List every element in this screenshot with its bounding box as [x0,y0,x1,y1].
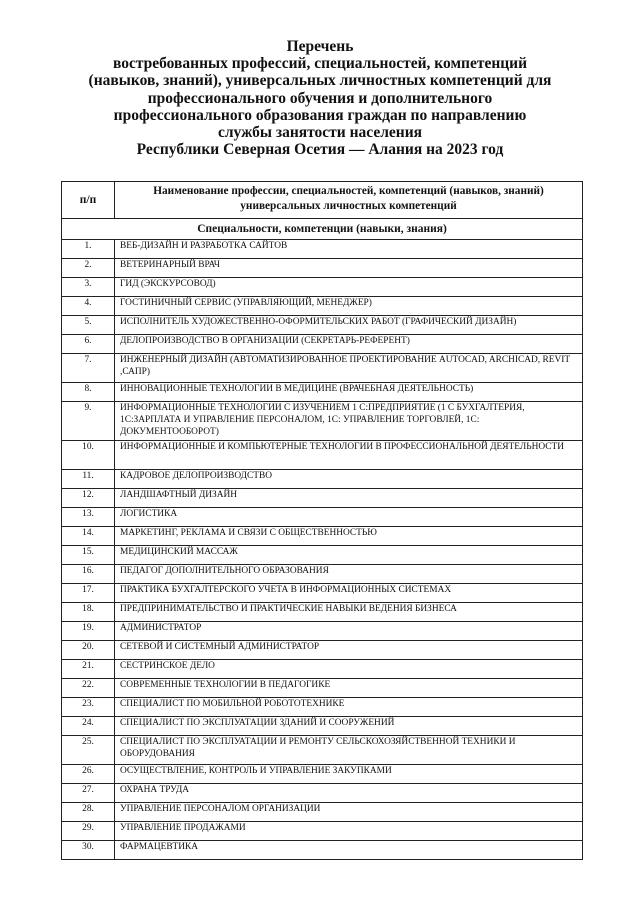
row-number: 8. [62,383,115,402]
row-number: 30. [62,841,115,860]
row-number: 28. [62,803,115,822]
row-name: ПЕДАГОГ ДОПОЛНИТЕЛЬНОГО ОБРАЗОВАНИЯ [115,565,583,584]
table-row [62,717,583,736]
table-header-row [62,182,583,219]
table-row [62,240,583,259]
row-name: ПРАКТИКА БУХГАЛТЕРСКОГО УЧЕТА В ИНФОРМАЦИОННЫХ СИСТЕМАХ [115,584,583,603]
row-name: ПРЕДПРИНИМАТЕЛЬСТВО И ПРАКТИЧЕСКИЕ НАВЫКИ ВЕДЕНИЯ БИЗНЕСА [115,603,583,622]
professions-table [61,181,583,860]
row-number: 20. [62,641,115,660]
title-line: профессионального образования граждан по направлению [113,106,527,124]
row-name: ЛАНДШАФТНЫЙ ДИЗАЙН [115,489,583,508]
section-row [62,219,583,240]
row-number: 11. [62,470,115,489]
table-body [62,182,583,860]
title-line: профессионального обучения и дополнительного [147,89,493,107]
row-number: 29. [62,822,115,841]
row-number: 22. [62,679,115,698]
table-row [62,383,583,402]
table-row [62,698,583,717]
row-number: 10. [62,441,115,470]
row-number: 4. [62,297,115,316]
table-row [62,335,583,354]
row-number: 15. [62,546,115,565]
table-row [62,402,583,441]
row-number: 17. [62,584,115,603]
table-row [62,441,583,470]
table-row [62,565,583,584]
row-number: 23. [62,698,115,717]
table-row [62,259,583,278]
row-name: ИНЖЕНЕРНЫЙ ДИЗАЙН (АВТОМАТИЗИРОВАННОЕ ПРОЕКТИРОВАНИЕ AUTOCAD, ARCHICAD, REVIT ,САПР) [115,354,583,383]
row-name: ДЕЛОПРОИЗВОДСТВО В ОРГАНИЗАЦИИ (СЕКРЕТАРЬ-РЕФЕРЕНТ) [115,335,583,354]
section-title: Специальности, компетенции (навыки, знания) [62,219,583,240]
row-name: ИНФОРМАЦИОННЫЕ И КОМПЬЮТЕРНЫЕ ТЕХНОЛОГИИ В ПРОФЕССИОНАЛЬНОЙ ДЕЯТЕЛЬНОСТИ [115,441,583,470]
document-title [40,38,600,158]
row-number: 3. [62,278,115,297]
row-number: 25. [62,736,115,765]
row-name: ИСПОЛНИТЕЛЬ ХУДОЖЕСТВЕННО-ОФОРМИТЕЛЬСКИХ РАБОТ (ГРАФИЧЕСКИЙ ДИЗАЙН) [115,316,583,335]
table-row [62,316,583,335]
table-row [62,803,583,822]
table-row [62,822,583,841]
row-number: 7. [62,354,115,383]
table-row [62,622,583,641]
row-name: МЕДИЦИНСКИЙ МАССАЖ [115,546,583,565]
table-row [62,784,583,803]
row-name: СЕТЕВОЙ И СИСТЕМНЫЙ АДМИНИСТРАТОР [115,641,583,660]
row-name: ВЕБ-ДИЗАЙН И РАЗРАБОТКА САЙТОВ [115,240,583,259]
title-line: службы занятости населения [217,124,423,142]
row-number: 19. [62,622,115,641]
row-name: ЛОГИСТИКА [115,508,583,527]
row-number: 1. [62,240,115,259]
table-row [62,297,583,316]
table-row [62,508,583,527]
row-number: 18. [62,603,115,622]
row-name: ОХРАНА ТРУДА [115,784,583,803]
row-number: 14. [62,527,115,546]
table-row [62,641,583,660]
row-number: 27. [62,784,115,803]
table-row [62,527,583,546]
row-number: 2. [62,259,115,278]
row-name: УПРАВЛЕНИЕ ПЕРСОНАЛОМ ОРГАНИЗАЦИИ [115,803,583,822]
row-name: АДМИНИСТРАТОР [115,622,583,641]
row-number: 5. [62,316,115,335]
row-number: 21. [62,660,115,679]
row-name: СПЕЦИАЛИСТ ПО ЭКСПЛУАТАЦИИ ЗДАНИЙ И СООРУЖЕНИЙ [115,717,583,736]
table-row [62,354,583,383]
row-number: 12. [62,489,115,508]
table-row [62,470,583,489]
row-name: УПРАВЛЕНИЕ ПРОДАЖАМИ [115,822,583,841]
table-row [62,546,583,565]
row-name: СПЕЦИАЛИСТ ПО ЭКСПЛУАТАЦИИ И РЕМОНТУ СЕЛЬСКОХОЗЯЙСТВЕННОЙ ТЕХНИКИ И ОБОРУДОВАНИЯ [115,736,583,765]
table-row [62,679,583,698]
row-number: 16. [62,565,115,584]
row-name: СОВРЕМЕННЫЕ ТЕХНОЛОГИИ В ПЕДАГОГИКЕ [115,679,583,698]
table-row [62,736,583,765]
table-row [62,765,583,784]
row-name: ГОСТИНИЧНЫЙ СЕРВИС (УПРАВЛЯЮЩИЙ, МЕНЕДЖЕР) [115,297,583,316]
row-name: СЕСТРИНСКОЕ ДЕЛО [115,660,583,679]
row-name: ОСУЩЕСТВЛЕНИЕ, КОНТРОЛЬ И УПРАВЛЕНИЕ ЗАКУПКАМИ [115,765,583,784]
row-name: ИНФОРМАЦИОННЫЕ ТЕХНОЛОГИИ С ИЗУЧЕНИЕМ 1 С:ПРЕДПРИЯТИЕ (1 С БУХГАЛТЕРИЯ, 1С:ЗАРПЛАТА И УПРАВЛЕНИЕ ПЕРСОНАЛОМ, 1С: УПРАВЛЕНИЕ ТОРГОВЛЕЙ, 1С: ДОКУМЕНТООБОРОТ) [115,402,583,441]
title-line: Перечень [286,38,354,55]
table-row [62,603,583,622]
row-number: 6. [62,335,115,354]
row-number: 24. [62,717,115,736]
header-number: п/п [62,182,115,219]
row-name: ВЕТЕРИНАРНЫЙ ВРАЧ [115,259,583,278]
row-name: ФАРМАЦЕВТИКА [115,841,583,860]
row-number: 26. [62,765,115,784]
row-name: СПЕЦИАЛИСТ ПО МОБИЛЬНОЙ РОБОТОТЕХНИКЕ [115,698,583,717]
table-row [62,489,583,508]
row-number: 13. [62,508,115,527]
row-name: КАДРОВОЕ ДЕЛОПРОИЗВОДСТВО [115,470,583,489]
row-number: 9. [62,402,115,441]
title-line: Республики Северная Осетия — Алания на 2023 год [136,141,504,159]
table-row [62,584,583,603]
row-name: ГИД (ЭКСКУРСОВОД) [115,278,583,297]
header-name: Наименование профессии, специальностей, компетенций (навыков, знаний) универсальных личностных компетенций [115,182,583,219]
table-row [62,841,583,860]
table-row [62,278,583,297]
title-line: (навыков, знаний), универсальных личностных компетенций для [88,72,552,90]
table-row [62,660,583,679]
title-line: востребованных профессий, специальностей, компетенций [112,55,528,73]
row-name: ИННОВАЦИОННЫЕ ТЕХНОЛОГИИ В МЕДИЦИНЕ (ВРАЧЕБНАЯ ДЕЯТЕЛЬНОСТЬ) [115,383,583,402]
row-name: МАРКЕТИНГ, РЕКЛАМА И СВЯЗИ С ОБЩЕСТВЕННОСТЬЮ [115,527,583,546]
